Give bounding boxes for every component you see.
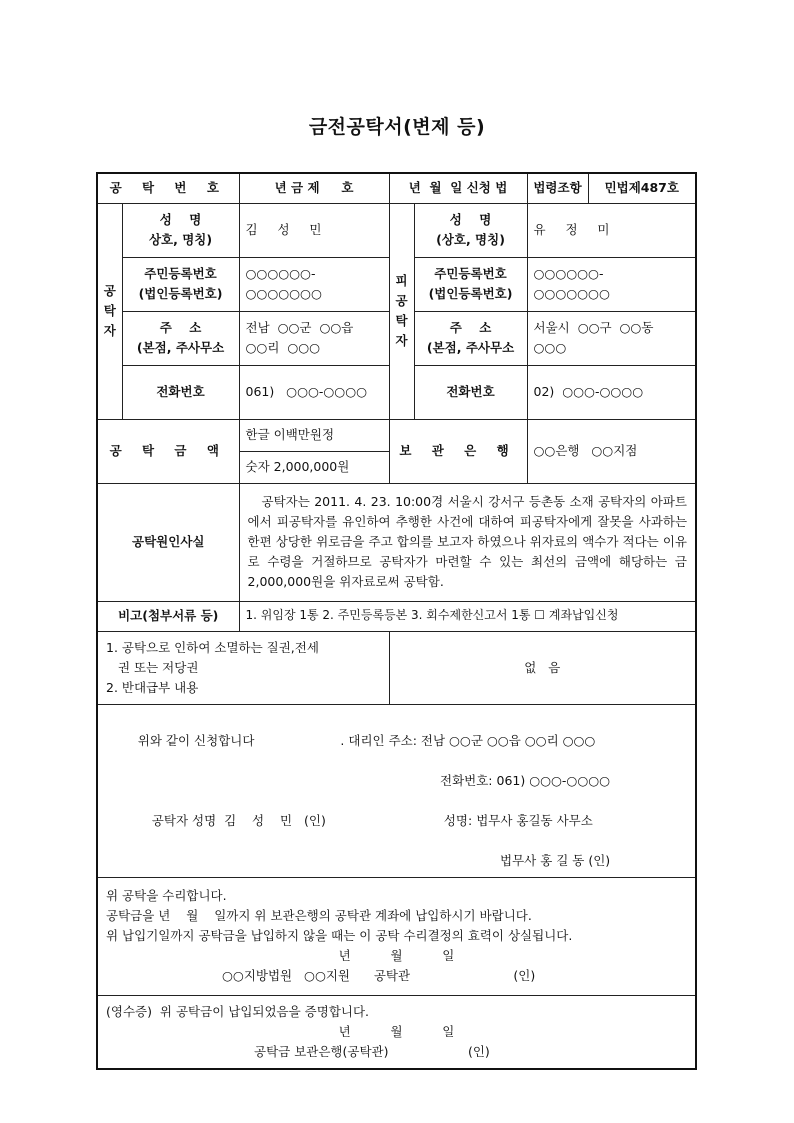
acceptance-date: 년 월 일 xyxy=(338,948,455,963)
application-date-label: 년 월 일 신청 법 xyxy=(389,173,527,203)
agent-signature: 법무사 홍 길 동 (인) xyxy=(500,852,611,868)
receipt-line: (영수증) 위 공탁금이 납입되었음을 증명합니다. xyxy=(106,1003,370,1019)
custody-bank-value: ○○은행 ○○지점 xyxy=(527,419,696,483)
case-number-value: 년 금 제 호 xyxy=(239,173,389,203)
agent-address: . 대리인 주소: 전남 ○○군 ○○읍 ○○리 ○○○ xyxy=(340,732,596,748)
acceptance-line-2: 공탁금을 년 월 일까지 위 보관은행의 공탁관 계좌에 납입하시기 바랍니다. xyxy=(106,908,532,923)
depositee-id-value: ○○○○○○- ○○○○○○○ xyxy=(527,257,696,311)
deposit-form-table xyxy=(96,172,697,1070)
acceptance-section xyxy=(97,877,696,995)
acceptance-line-1: 위 공탁을 수리합니다. xyxy=(106,888,227,903)
depositee-side-label: 피 공 탁 자 xyxy=(389,203,414,419)
application-section xyxy=(97,704,696,877)
case-number-label: 공 탁 번 호 xyxy=(97,173,239,203)
depositor-address-value: 전남 ○○군 ○○읍 ○○리 ○○○ xyxy=(239,311,389,365)
amount-in-korean: 한글 이백만원정 xyxy=(239,419,389,451)
depositor-side-label: 공 탁 자 xyxy=(97,203,122,419)
acceptance-court: ○○지방법원 ○○지원 공탁관 (인) xyxy=(222,968,536,983)
law-article-value: 민법제487호 xyxy=(588,173,696,203)
law-article-label: 법령조항 xyxy=(527,173,588,203)
depositor-phone-label: 전화번호 xyxy=(122,365,239,419)
depositee-address-label: 주 소 (본점, 주사무소 xyxy=(414,311,527,365)
extinguished-rights-label: 1. 공탁으로 인하여 소멸하는 질권,전세 권 또는 저당권 2. 반대급부 내용 xyxy=(97,631,389,704)
agent-office-name: 성명: 법무사 홍길동 사무소 xyxy=(443,812,593,828)
receipt-section xyxy=(97,995,696,1069)
application-statement: 위와 같이 신청합니다 xyxy=(137,732,255,748)
depositor-address-label: 주 소 (본점, 주사무소 xyxy=(122,311,239,365)
remarks-label: 비고(첨부서류 등) xyxy=(97,601,239,631)
document-title: 금전공탁서(변제 등) xyxy=(308,116,486,138)
depositor-name-label: 성 명 상호, 명칭) xyxy=(122,203,239,257)
deposit-cause-label: 공탁원인사실 xyxy=(97,483,239,601)
receipt-date: 년 월 일 xyxy=(338,1023,455,1039)
depositee-phone-value: 02) ○○○-○○○○ xyxy=(527,365,696,419)
deposit-cause-text: 공탁자는 2011. 4. 23. 10:00경 서울시 강서구 등촌동 소재 공탁자의 아파트에서 피공탁자를 유인하여 추행한 사건에 대하여 피공탁자에게 잘못을 사과하는 한편 상당한 위로금을 주고 합의를 보고자 하였으나 위자료의 액수가 적다는 이유로 수령을 거절하므로 공탁자가 마련할 수 있는 최선의 금액에 해당하는 금 2,000,000원을 위자료로써 공탁함. xyxy=(239,483,696,601)
depositee-name-label: 성 명 (상호, 명칭) xyxy=(414,203,527,257)
depositor-signature: 공탁자 성명 김 성 민 (인) xyxy=(151,812,326,828)
depositee-phone-label: 전화번호 xyxy=(414,365,527,419)
depositee-id-label: 주민등록번호 (법인등록번호) xyxy=(414,257,527,311)
acceptance-line-3: 위 납입기일까지 공탁금을 납입하지 않을 때는 이 공탁 수리결정의 효력이 상실됩니다. xyxy=(106,928,573,943)
depositee-address-value: 서울시 ○○구 ○○동 ○○○ xyxy=(527,311,696,365)
custody-bank-label: 보 관 은 행 xyxy=(389,419,527,483)
depositor-id-value: ○○○○○○- ○○○○○○○ xyxy=(239,257,389,311)
remarks-value: 1. 위임장 1통 2. 주민등록등본 3. 회수제한신고서 1통 ☐ 계좌납입신청 xyxy=(239,601,696,631)
deposit-amount-label: 공 탁 금 액 xyxy=(97,419,239,483)
amount-in-numbers: 숫자 2,000,000원 xyxy=(239,451,389,483)
extinguished-rights-value: 없 음 xyxy=(389,631,696,704)
depositor-id-label: 주민등록번호 (법인등록번호) xyxy=(122,257,239,311)
depositor-name-value: 김 성 민 xyxy=(239,203,389,257)
depositee-name-value: 유 정 미 xyxy=(527,203,696,257)
depositor-phone-value: 061) ○○○-○○○○ xyxy=(239,365,389,419)
agent-phone: 전화번호: 061) ○○○-○○○○ xyxy=(440,772,611,788)
receipt-bank: 공탁금 보관은행(공탁관) (인) xyxy=(254,1043,490,1059)
